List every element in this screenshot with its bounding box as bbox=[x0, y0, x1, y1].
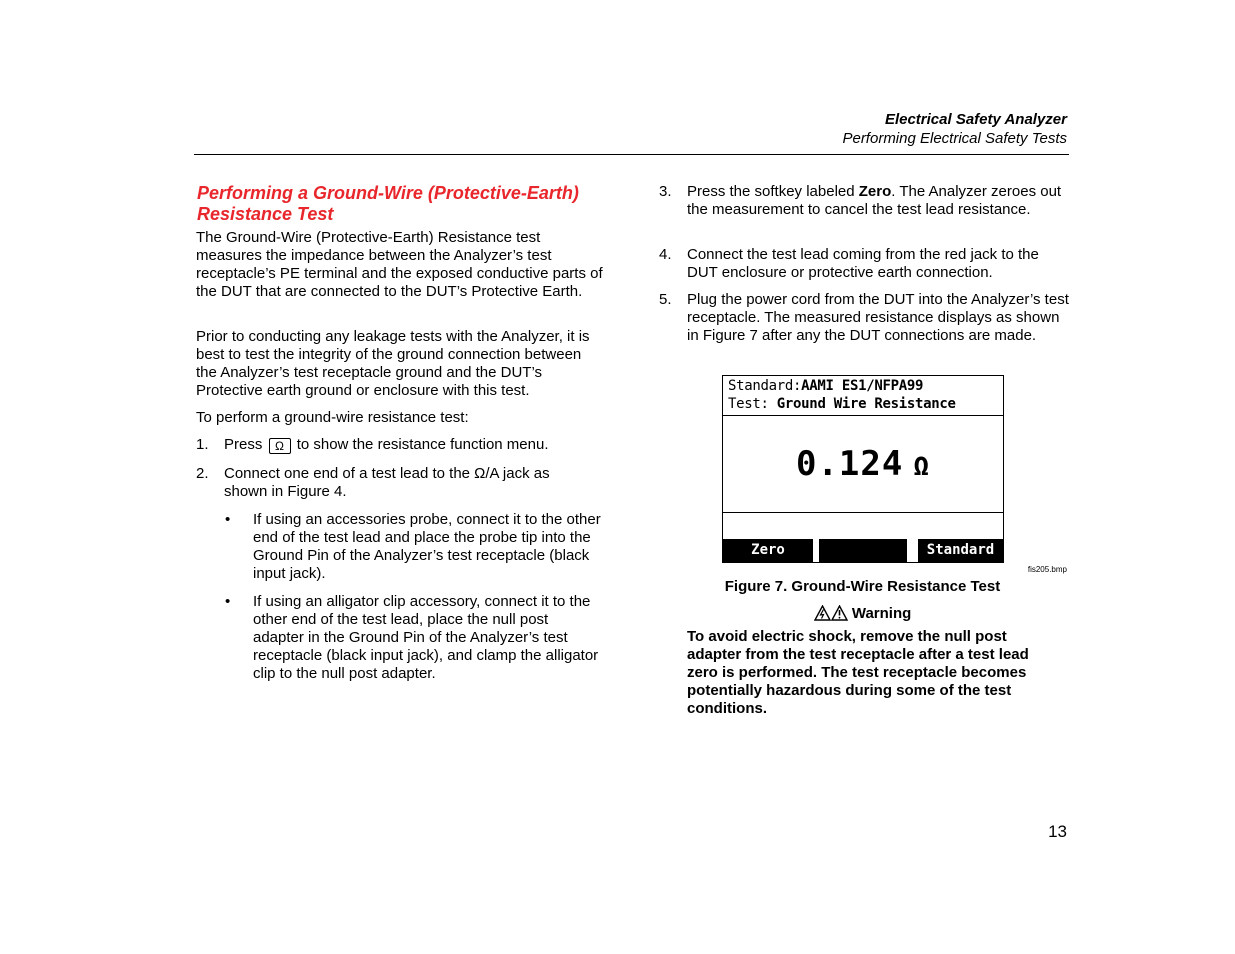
step-text-after: . The Analyzer zeroes out the measurement to cancel the test lead resistance. bbox=[687, 183, 1062, 218]
step-text: Connect one end of a test lead to the Ω/A jack as shown in Figure 4. bbox=[224, 465, 550, 500]
lcd-screen-figure bbox=[722, 375, 1004, 563]
step-text-bold: Zero bbox=[858, 183, 892, 200]
step-2 bbox=[196, 465, 596, 505]
lcd-test-label: Test: bbox=[728, 396, 769, 412]
warning-heading bbox=[700, 605, 1025, 625]
lcd-test-value: Ground Wire Resistance bbox=[776, 396, 956, 412]
lcd-status-area bbox=[723, 376, 1003, 416]
step-text: Connect the test lead coming from the red jack to the DUT enclosure or protective earth connection. bbox=[687, 246, 1039, 281]
running-header-subtitle: Performing Electrical Safety Tests bbox=[842, 130, 1067, 147]
step-text-after: to show the resistance function menu. bbox=[296, 436, 549, 453]
step-5 bbox=[659, 291, 1069, 371]
step-text-before: Press bbox=[224, 436, 263, 453]
figure-file-label: fis205.bmp bbox=[1027, 565, 1067, 574]
bullet-text: If using an alligator clip accessory, connect it to the other end of the test lead, place the null post adapter in the Ground Pin of the Analyzer’s test receptacle (black input jack), and clamp the alligator clip to the null post adapter. bbox=[253, 593, 599, 682]
step-number: 4. bbox=[659, 246, 672, 263]
electric-shock-warning-icon bbox=[814, 605, 831, 625]
lcd-reading-value: 0.124 bbox=[795, 444, 904, 484]
lcd-standard-line bbox=[728, 378, 923, 394]
lcd-standard-label: Standard: bbox=[728, 378, 802, 394]
step-3 bbox=[659, 183, 1069, 243]
header-rule bbox=[194, 154, 1069, 155]
lcd-standard-value: AAMI ES1/NFPA99 bbox=[801, 378, 924, 394]
warning-title: Warning bbox=[851, 605, 912, 622]
lcd-divider bbox=[723, 512, 1003, 513]
bullet-text: If using an accessories probe, connect it to the other end of the test lead and place the probe tip into the Ground Pin of the Analyzer’s test receptacle (black input jack). bbox=[253, 511, 601, 582]
lcd-reading bbox=[723, 444, 1003, 487]
step-text-before: Press the softkey labeled bbox=[687, 183, 855, 200]
softkey-zero: Zero bbox=[723, 539, 813, 562]
warning-text: To avoid electric shock, remove the null post adapter from the test receptacle after a test lead zero is performed. The test receptacle becomes potentially hazardous during some of the test conditions. bbox=[687, 628, 1029, 717]
lcd-test-line bbox=[728, 396, 956, 412]
bullet-item bbox=[225, 511, 605, 591]
lcd-reading-unit: Ω bbox=[913, 452, 930, 482]
step-1 bbox=[196, 436, 596, 456]
step-4 bbox=[659, 246, 1069, 286]
bullet-dot: • bbox=[225, 593, 231, 610]
softkey-standard: Standard bbox=[918, 539, 1003, 562]
bullet-item bbox=[225, 593, 605, 688]
step-number: 2. bbox=[196, 465, 209, 482]
step-number: 3. bbox=[659, 183, 672, 200]
bullet-dot: • bbox=[225, 511, 231, 528]
step-text bbox=[687, 183, 1069, 219]
page-number: 13 bbox=[1048, 822, 1067, 841]
running-header-title: Electrical Safety Analyzer bbox=[884, 111, 1067, 128]
caution-warning-icon bbox=[831, 605, 848, 625]
step-text bbox=[224, 436, 596, 454]
procedure-lead: To perform a ground-wire resistance test: bbox=[196, 409, 469, 426]
section-heading: Performing a Ground-Wire (Protective-Earth) Resistance Test bbox=[197, 183, 579, 224]
softkey-blank bbox=[819, 539, 907, 562]
step-number: 5. bbox=[659, 291, 672, 308]
step-number: 1. bbox=[196, 436, 209, 453]
ohm-key-icon: Ω bbox=[269, 438, 291, 454]
step-text: Plug the power cord from the DUT into the Analyzer’s test receptacle. The measured resistance displays as shown in Figure 7 after any the DUT connections are made. bbox=[687, 291, 1069, 344]
figure-caption: Figure 7. Ground-Wire Resistance Test bbox=[724, 578, 1001, 595]
intro-paragraph: The Ground-Wire (Protective-Earth) Resistance test measures the impedance between the Analyzer’s test receptacle’s PE terminal and the exposed conductive parts of the DUT that are connected to the DUT’s Protective Earth. bbox=[196, 229, 603, 300]
prior-paragraph: Prior to conducting any leakage tests with the Analyzer, it is best to test the integrity of the ground connection between the Analyzer’s test receptacle ground and the DUT’s Protective earth ground or enclosure with this test. bbox=[196, 328, 590, 399]
